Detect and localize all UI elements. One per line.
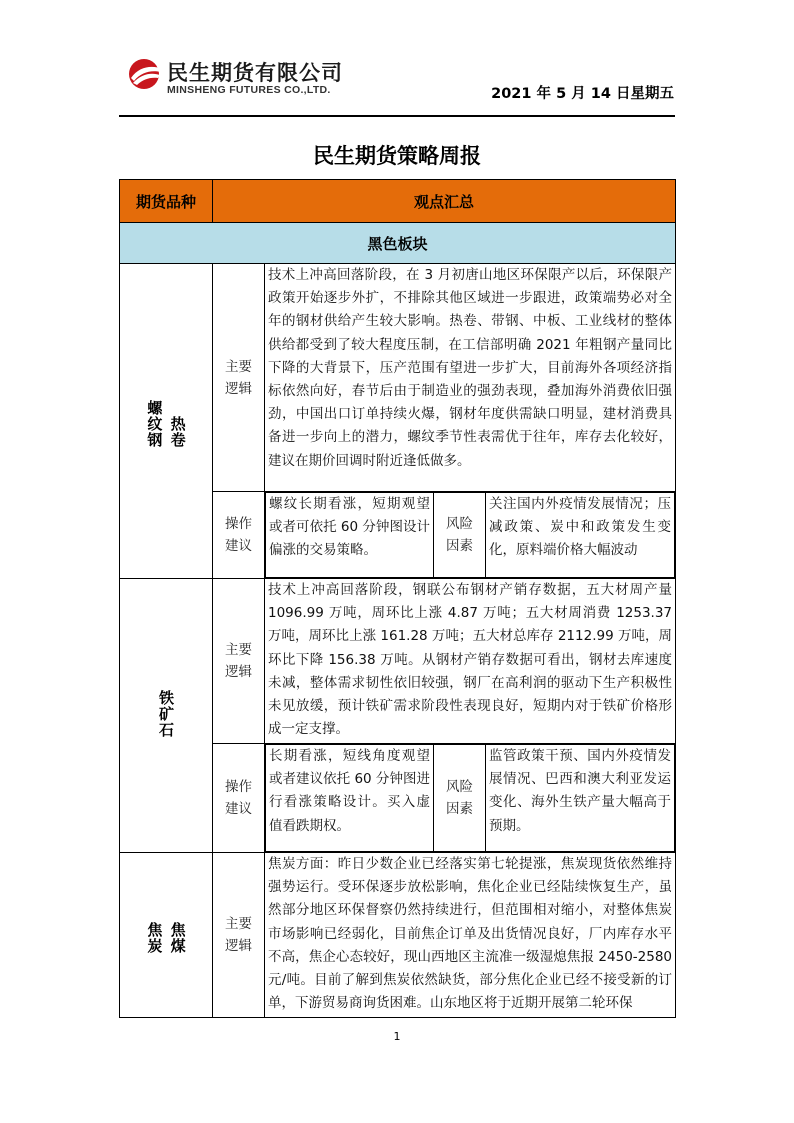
company-logo — [127, 57, 367, 101]
header-divider — [119, 115, 675, 117]
risk-text: 关注国内外疫情发展情况；压减政策、炭中和政策发生变化，原料端价格大幅波动 — [486, 493, 675, 578]
advice-risk-cell — [265, 492, 676, 579]
report-date: 2021 年 5 月 14 日星期五 — [491, 86, 674, 102]
commodity-name: 热卷 — [168, 416, 187, 448]
risk-text: 监管政策干预、国内外疫情发展情况、巴西和澳大利亚发运变化、海外生铁产量大幅高于预期。 — [486, 745, 675, 852]
commodity-name: 螺纹钢 — [145, 400, 164, 448]
advice-risk-cell — [265, 744, 676, 853]
company-name-en: MINSHENG FUTURES CO.,LTD. — [167, 84, 331, 96]
company-name-cn: 民生期货有限公司 — [167, 61, 343, 85]
logic-text: 技术上冲高回落阶段，钢联公布钢材产销存数据，五大材周产量 1096.99 万吨，周环比上涨 4.87 万吨；五大材周消费 1253.37 万吨，周环比上涨 161.28 万吨；五大材总库存 2112.99 万吨，周环比下降 156.38 万吨。从钢材产销存数据可看出，钢材去库速度未减，整体需求韧性依旧较强，钢厂在高利润的驱动下生产积极性未见放缓，预计铁矿需求阶段性表现良好，短期内对于铁矿价格形成一定支撑。 — [265, 579, 676, 744]
advice-text: 长期看涨，短线角度观望或者建议依托 60 分钟图进行看涨策略设计。买入虚值看跌期权。 — [266, 745, 434, 852]
minsheng-logo-icon — [127, 57, 163, 91]
risk-label: 风险因素 — [434, 493, 486, 578]
logic-text: 焦炭方面：昨日少数企业已经落实第七轮提涨，焦炭现货依然维持强势运行。受环保逐步放松影响，焦化企业已经陆续恢复生产，虽然部分地区环保督察仍然持续进行，但范围相对缩小，对整体焦炭市场影响已经弱化，目前焦企订单及出货情况良好，厂内库存水平不高，焦企心态较好，现山西地区主流准一级湿熄焦报 2450-2580 元/吨。目前了解到焦炭依然缺货，部分焦化企业已经不接受新的订单，下游贸易商询货困难。山东地区将于近期开展第二轮环保 — [265, 853, 676, 1018]
header-summary: 观点汇总 — [213, 180, 676, 223]
commodity-name: 铁矿石 — [157, 689, 175, 738]
page-number: 1 — [393, 1030, 401, 1043]
logic-label: 主要逻辑 — [213, 853, 265, 1018]
advice-label: 操作建议 — [213, 744, 265, 853]
commodity-cell — [120, 853, 213, 1018]
commodity-cell — [120, 264, 213, 579]
risk-label: 风险因素 — [434, 745, 486, 852]
page-title: 民生期货策略周报 — [313, 144, 481, 168]
section-title: 黑色板块 — [120, 223, 676, 264]
commodity-name: 焦炭 — [145, 922, 164, 954]
logic-label: 主要逻辑 — [213, 264, 265, 492]
strategy-table — [119, 179, 676, 1018]
logic-label: 主要逻辑 — [213, 579, 265, 744]
header-variety: 期货品种 — [120, 180, 213, 223]
commodity-name: 焦煤 — [168, 922, 187, 954]
logic-text: 技术上冲高回落阶段，在 3 月初唐山地区环保限产以后，环保限产政策开始逐步外扩，不排除其他区域进一步跟进，政策端势必对全年的钢材供给产生较大影响。热卷、带钢、中板、工业线材的整体供给都受到了较大程度压制，在工信部明确 2021 年粗钢产量同比下降的大背景下，压产范围有望进一步扩大，目前海外各项经济指标依然向好，春节后由于制造业的强劲表现，叠加海外消费依旧强劲，中国出口订单持续火爆，钢材年度供需缺口明显，建材消费具备进一步向上的潜力，螺纹季节性表需优于往年，库存去化较好，建议在期价回调时附近逢低做多。 — [265, 264, 676, 492]
advice-label: 操作建议 — [213, 492, 265, 579]
advice-text: 螺纹长期看涨，短期观望或者可依托 60 分钟图设计偏涨的交易策略。 — [266, 493, 434, 578]
commodity-cell — [120, 579, 213, 853]
